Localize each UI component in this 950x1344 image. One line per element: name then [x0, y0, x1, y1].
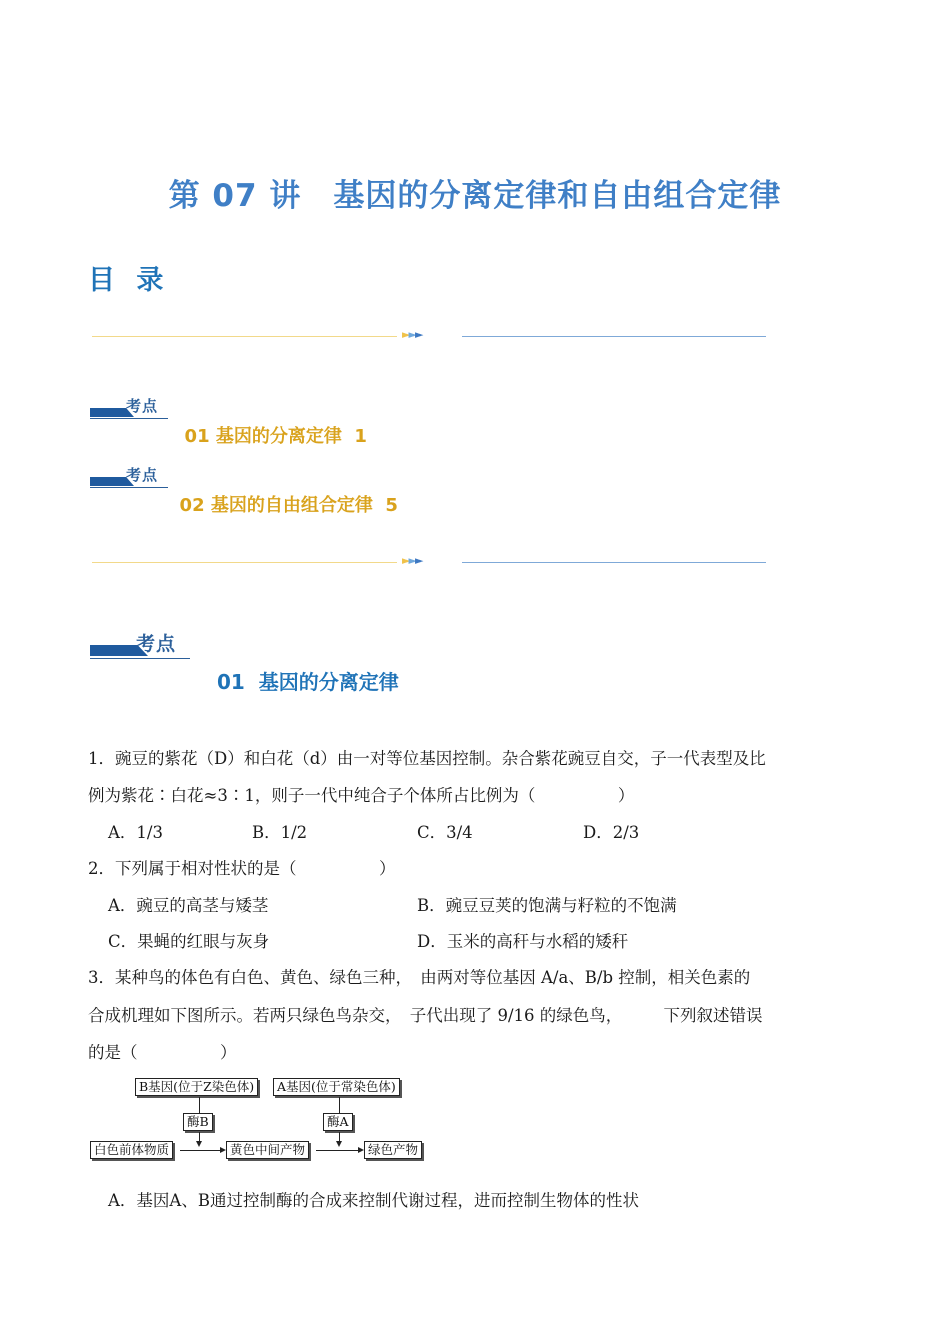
q2-stem: 2．下列属于相对性状的是（ ） — [88, 859, 396, 878]
enzyme-b-box: 酶B — [183, 1113, 213, 1131]
q2-option-d: D．玉米的高秆与水稻的矮秆 — [417, 932, 629, 951]
toc-item-label: 02 基因的自由组合定律 — [179, 495, 373, 516]
section-name: 基因的分离定律 — [258, 670, 399, 694]
toc-badge-1 — [90, 398, 168, 420]
section-badge — [90, 634, 190, 660]
section-number: 01 — [216, 670, 245, 694]
q2-option-a: A．豌豆的高茎与矮茎 — [108, 896, 269, 915]
page-title: 第 07 讲 基因的分离定律和自由组合定律 — [168, 178, 782, 214]
toc-item-label: 01 基因的分离定律 — [184, 426, 342, 447]
q3-line1: 3．某种鸟的体色有白色、黄色、绿色三种， 由两对等位基因 A/a、B/b 控制，相关色素的 — [88, 968, 751, 987]
yellow-intermediate-box: 黄色中间产物 — [226, 1141, 309, 1159]
badge-label: 考点 — [136, 633, 177, 655]
q3-line3: 的是（ ） — [88, 1043, 237, 1062]
q1-line2: 例为紫花∶白花≈3∶1，则子一代中纯合子个体所占比例为（ ） — [88, 786, 635, 805]
q3-option-a: A．基因A、B通过控制酶的合成来控制代谢过程，进而控制生物体的性状 — [108, 1191, 639, 1210]
green-product-box: 绿色产物 — [364, 1141, 422, 1159]
enzyme-a-box: 酶A — [323, 1113, 353, 1131]
toc-item-2[interactable] — [167, 470, 398, 517]
arrows-icon: ►►► — [402, 554, 422, 567]
toc-heading: 目 录 — [88, 265, 170, 296]
q1-option-d: D．2/3 — [583, 823, 640, 842]
q1-line1: 1．豌豆的紫花（D）和白花（d）由一对等位基因控制。杂合紫花豌豆自交，子一代表型及比 — [88, 749, 766, 768]
toc-badge-2 — [90, 467, 168, 489]
q1-option-b: B．1/2 — [252, 823, 308, 842]
badge-label: 考点 — [126, 397, 159, 415]
section-title — [203, 642, 399, 695]
q1-option-a: A．1/3 — [108, 823, 163, 842]
q1-option-c: C．3/4 — [417, 823, 473, 842]
divider-top — [92, 330, 766, 342]
gene-a-box: A基因(位于常染色体) — [273, 1078, 400, 1096]
toc-item-page: 5 — [385, 495, 398, 516]
gene-b-box: B基因(位于Z染色体) — [135, 1078, 258, 1096]
arrows-icon: ►►► — [402, 328, 422, 341]
q2-option-c: C．果蝇的红眼与灰身 — [108, 932, 270, 951]
badge-label: 考点 — [126, 466, 159, 484]
toc-item-page: 1 — [354, 426, 367, 447]
divider-bottom — [92, 556, 766, 568]
q2-option-b: B．豌豆豆荚的饱满与籽粒的不饱满 — [417, 896, 677, 915]
toc-item-1[interactable] — [172, 401, 367, 448]
pigment-pathway-diagram — [88, 1076, 428, 1160]
white-precursor-box: 白色前体物质 — [90, 1141, 173, 1159]
q3-line2: 合成机理如下图所示。若两只绿色鸟杂交， 子代出现了 9/16 的绿色鸟， 下列叙述错误 — [88, 1006, 763, 1025]
